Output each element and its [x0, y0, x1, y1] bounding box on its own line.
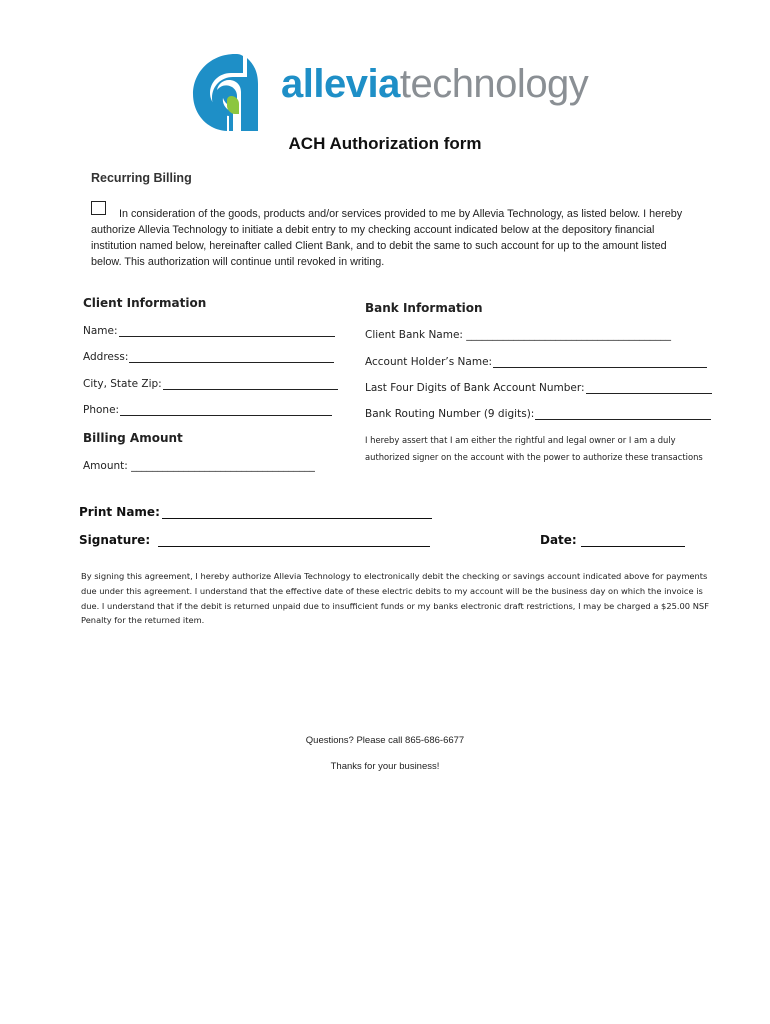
assertion-note — [365, 432, 725, 466]
client-address-line[interactable] — [129, 352, 334, 363]
last-four-line[interactable] — [586, 383, 712, 394]
signature-label: Signature: — [79, 533, 151, 547]
client-name-label: Name: — [83, 325, 118, 337]
date-field[interactable] — [540, 533, 685, 547]
logo-text-bold: allevia — [281, 62, 400, 106]
last-four-label: Last Four Digits of Bank Account Number: — [365, 382, 585, 394]
questions-contact: Questions? Please call 865-686-6677 — [305, 735, 465, 746]
signature-line[interactable] — [158, 534, 430, 547]
print-name-label: Print Name: — [79, 505, 160, 519]
client-address-label: Address: — [83, 351, 129, 363]
allevia-logo-mark-icon — [191, 52, 259, 132]
thanks-message: Thanks for your business! — [330, 761, 440, 772]
routing-number-line[interactable] — [535, 409, 711, 420]
billing-amount-heading: Billing Amount — [83, 431, 183, 445]
legal-agreement-text: By signing this agreement, I hereby authorize Allevia Technology to electronically debit the checking or savings account indicated above for payments due under this agreement. I understand that the effective date of these electric debits to my account will be the business day on which the invoice is due. I understand that if the debit is returned unpaid due to insufficient funds or my banks electronic draft restrictions, I may be charged a $25.00 NSF Penalty for the returned item. — [81, 571, 709, 626]
account-holder-label: Account Holder’s Name: — [365, 356, 493, 368]
routing-number-label: Bank Routing Number (9 digits): — [365, 408, 535, 420]
client-city-label: City, State Zip: — [83, 378, 162, 390]
print-name-line[interactable] — [162, 506, 432, 519]
assertion-line-2: authorized signer on the account with the power to authorize these transactions — [365, 452, 703, 462]
client-address-field[interactable] — [83, 351, 334, 363]
page-title: ACH Authorization form — [288, 134, 482, 153]
client-information-heading: Client Information — [83, 296, 207, 310]
signature-field[interactable] — [79, 533, 430, 547]
billing-amount-field[interactable]: Amount: ___________________________________ — [83, 460, 315, 472]
print-name-field[interactable] — [79, 505, 432, 519]
client-phone-field[interactable] — [83, 404, 332, 416]
routing-number-field[interactable] — [365, 408, 711, 420]
client-city-line[interactable] — [163, 379, 338, 390]
account-holder-line[interactable] — [493, 357, 707, 368]
account-holder-field[interactable] — [365, 356, 707, 368]
date-label: Date: — [540, 533, 577, 547]
consent-text: In consideration of the goods, products and/or services provided to me by Allevia Technology, as listed below. I hereby authorize Allevia Technology to initiate a debit entry to my checking account indicated below at the depository financial institution named below, hereinafter called Client Bank, and to debit the same to such account for up to the amount listed below. This authorization will continue until revoked in writing. — [91, 208, 683, 268]
last-four-field[interactable] — [365, 382, 712, 394]
allevia-logo-wordmark — [281, 64, 588, 104]
client-phone-label: Phone: — [83, 404, 120, 416]
date-line[interactable] — [581, 534, 685, 547]
bank-name-field[interactable]: Client Bank Name: _______________________________________ — [365, 329, 672, 341]
assertion-line-1: I hereby assert that I am either the rightful and legal owner or I am a duly — [365, 435, 676, 445]
logo-text-light: technology — [399, 62, 589, 106]
bank-information-heading: Bank Information — [365, 301, 483, 315]
client-city-field[interactable] — [83, 378, 338, 390]
client-name-line[interactable] — [119, 326, 335, 337]
recurring-billing-heading: Recurring Billing — [91, 171, 192, 185]
client-name-field[interactable] — [83, 325, 335, 337]
client-phone-line[interactable] — [120, 405, 332, 416]
